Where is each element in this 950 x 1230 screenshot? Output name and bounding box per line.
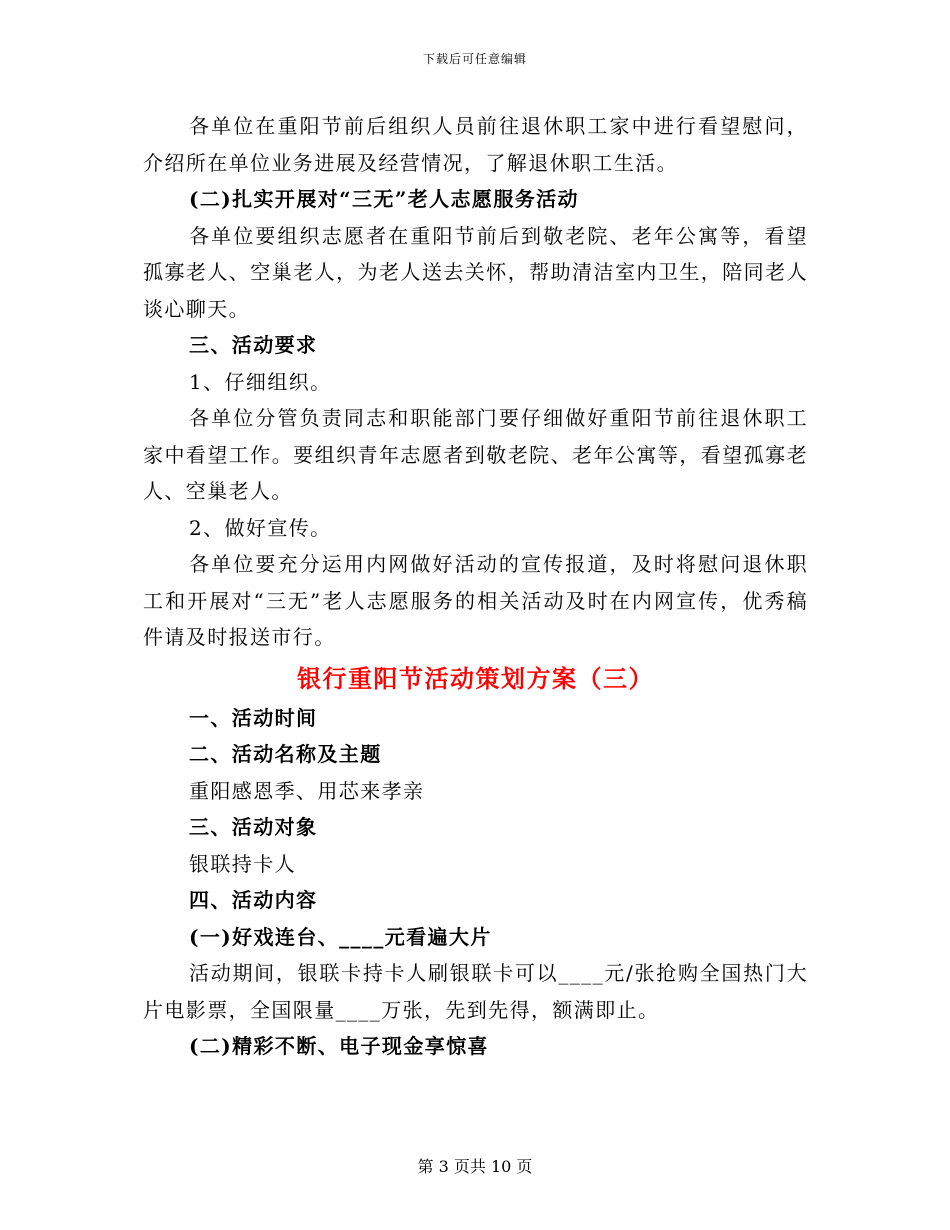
section-heading: 四、活动内容 <box>189 888 318 912</box>
page-footer: 第 3 页共 10 页 <box>417 1157 533 1176</box>
subsection-heading: (二)精彩不断、电子现金享惊喜 <box>189 1034 489 1058</box>
list-item: 1、仔细组织。 <box>189 369 332 394</box>
page-header: 下载后可任意编辑 <box>422 52 527 66</box>
paragraph: 各单位要充分运用内网做好活动的宣传报道，及时将慰问退休职工和开展对“三无”老人志愿服务的相关活动及时在内网宣传，优秀稿件请及时报送市行。 <box>143 552 808 649</box>
paragraph: 重阳感恩季、用芯来孝亲 <box>189 778 425 803</box>
paragraph: 银联持卡人 <box>189 851 296 876</box>
section-heading: 三、活动要求 <box>189 333 318 357</box>
section-heading: 二、活动名称及主题 <box>189 742 382 766</box>
list-item: 2、做好宣传。 <box>189 515 332 540</box>
section-heading: 一、活动时间 <box>189 705 318 730</box>
paragraph: 各单位分管负责同志和职能部门要仔细做好重阳节前往退休职工家中看望工作。要组织青年志愿者到敬老院、老年公寓等，看望孤寡老人、空巢老人。 <box>143 406 808 503</box>
paragraph: 各单位在重阳节前后组织人员前往退休职工家中进行看望慰问，介绍所在单位业务进展及经营情况，了解退休职工生活。 <box>143 114 808 175</box>
section-heading: (二)扎实开展对“三无”老人志愿服务活动 <box>189 187 579 211</box>
document-body <box>143 108 808 1065</box>
subsection-heading: (一)好戏连台、____元看遍大片 <box>189 924 492 949</box>
paragraph: 各单位要组织志愿者在重阳节前后到敬老院、老年公寓等，看望孤寡老人、空巢老人，为老人送去关怀，帮助清洁室内卫生，陪同老人谈心聊天。 <box>143 223 808 321</box>
document-title: 银行重阳节活动策划方案（三） <box>297 663 654 693</box>
paragraph: 活动期间，银联卡持卡人刷银联卡可以____元/张抢购全国热门大片电影票，全国限量____万张，先到先得，额满即止。 <box>143 961 808 1022</box>
section-heading: 三、活动对象 <box>189 815 318 839</box>
